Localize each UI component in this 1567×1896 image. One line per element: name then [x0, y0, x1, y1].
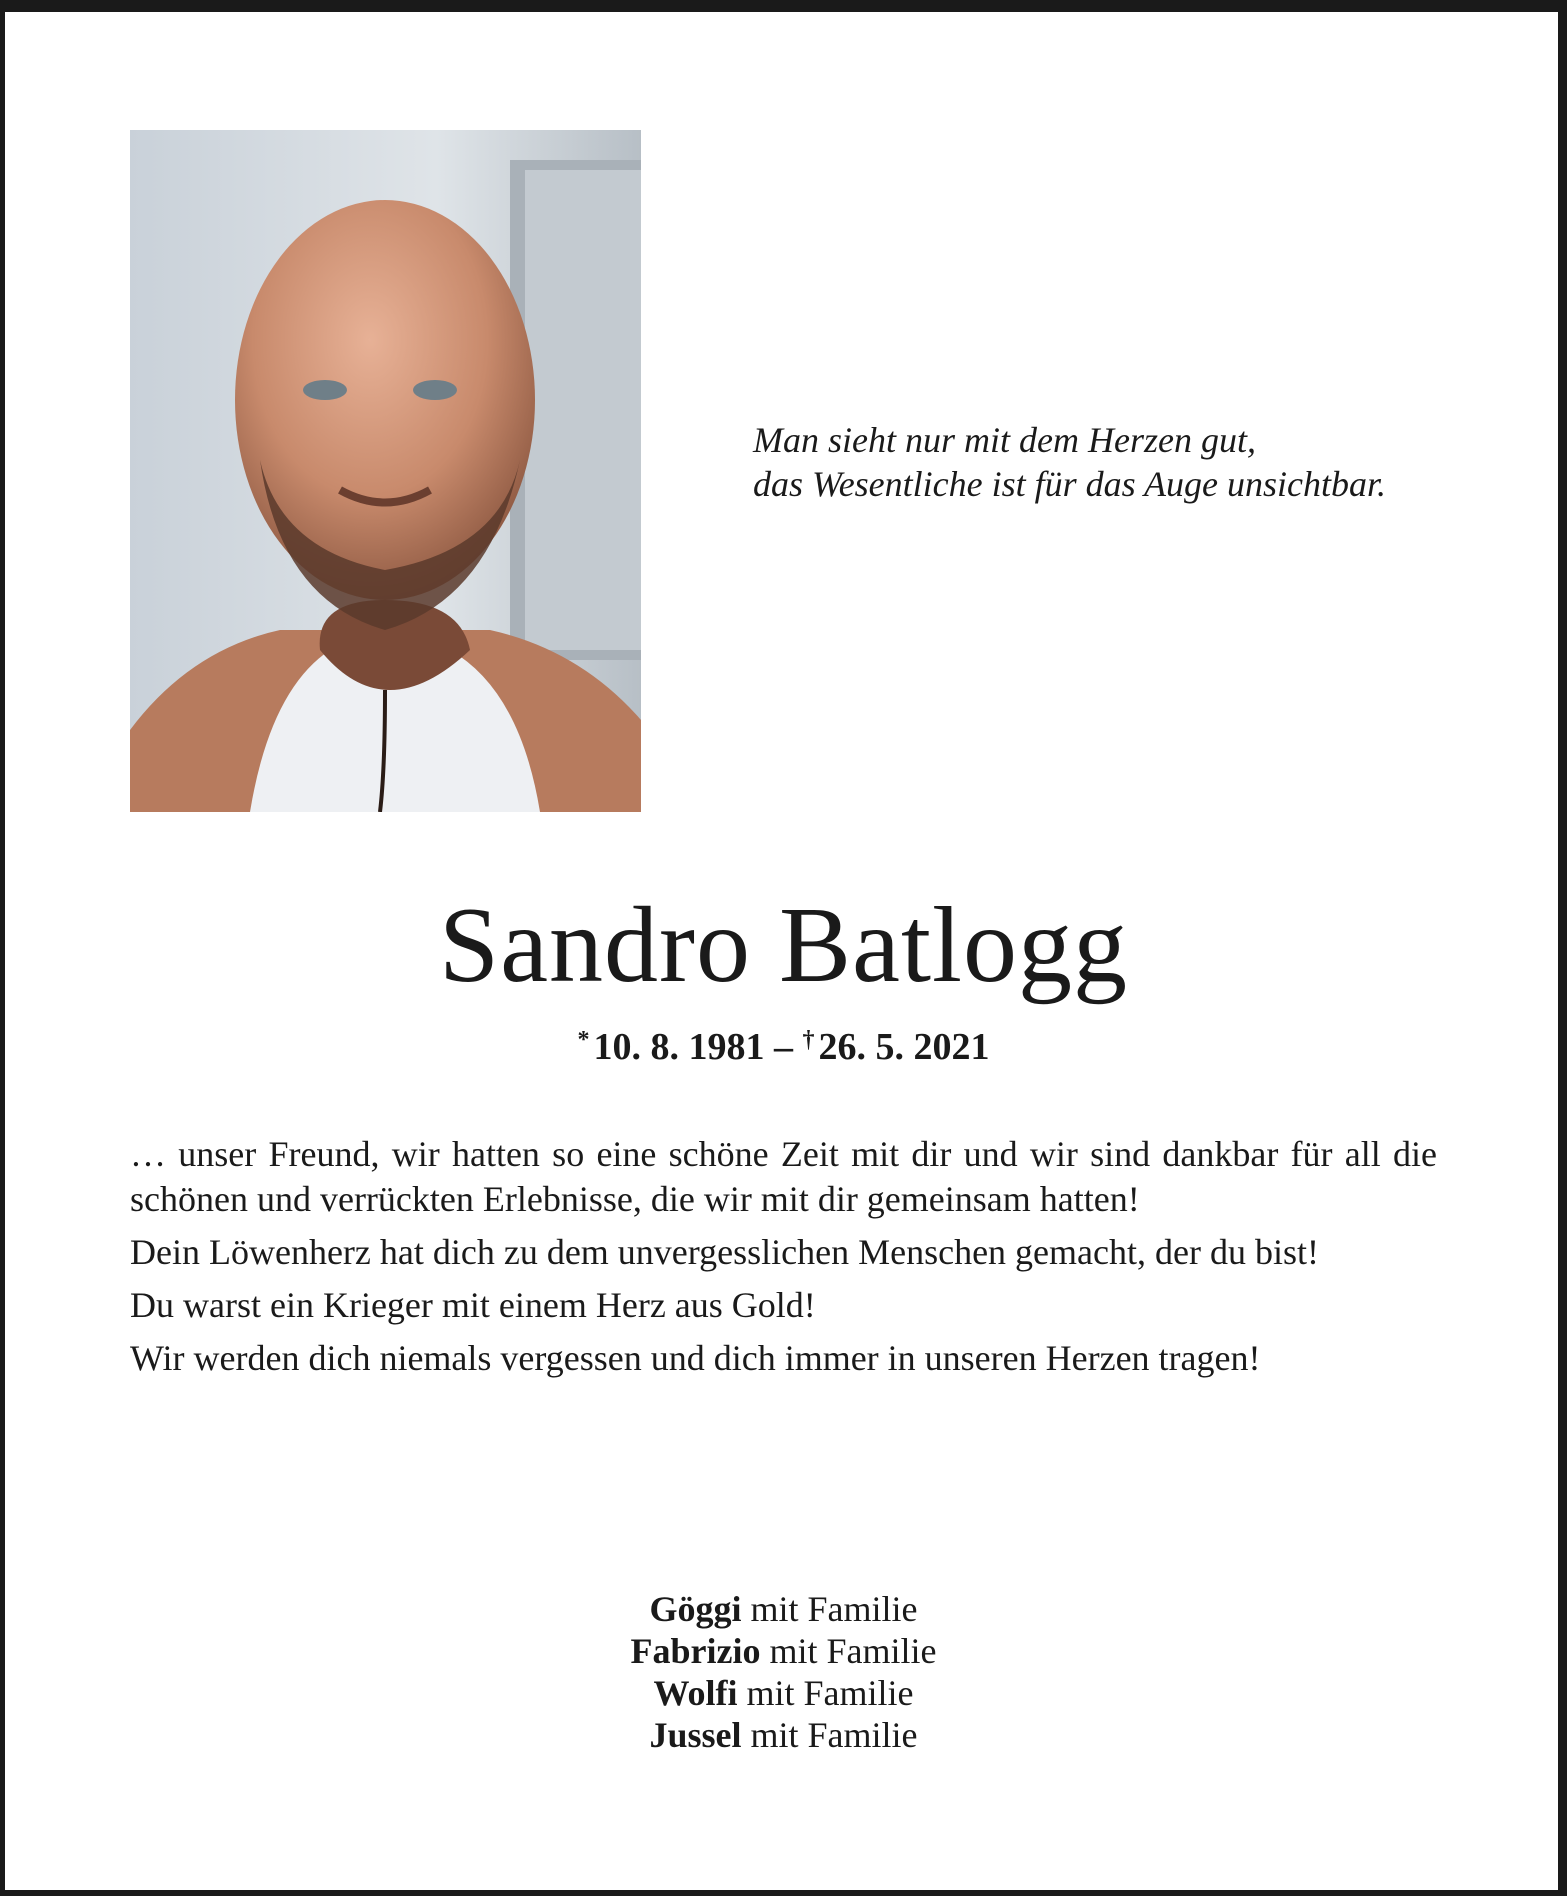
portrait-photo — [130, 130, 641, 812]
signer — [0, 1714, 1567, 1756]
life-dates — [0, 1017, 1567, 1070]
memorial-message — [130, 1132, 1437, 1389]
motto-quote — [753, 418, 1513, 506]
death-date: 26. 5. 2021 — [818, 1026, 990, 1068]
signer — [0, 1630, 1567, 1672]
message-paragraph: Du warst ein Krieger mit einem Herz aus Gold! — [130, 1285, 816, 1325]
message-paragraph: Wir werden dich niemals vergessen und dich immer in unseren Herzen tragen! — [130, 1338, 1261, 1378]
signer-name: Göggi — [649, 1589, 742, 1629]
death-symbol: † — [802, 1027, 815, 1053]
date-separator: – — [764, 1026, 803, 1068]
signer-suffix: mit Familie — [741, 1715, 918, 1755]
signer-name: Fabrizio — [630, 1631, 761, 1671]
signer-suffix: mit Familie — [737, 1673, 914, 1713]
signer-name: Jussel — [649, 1715, 742, 1755]
signer-suffix: mit Familie — [741, 1589, 918, 1629]
message-paragraph: Dein Löwenherz hat dich zu dem unvergesslichen Menschen gemacht, der du bist! — [130, 1232, 1319, 1272]
motto-line-1: Man sieht nur mit dem Herzen gut, — [753, 420, 1256, 460]
birth-date: 10. 8. 1981 — [593, 1026, 765, 1068]
motto-line-2: das Wesentliche ist für das Auge unsichtbar. — [753, 464, 1386, 504]
signer-name: Wolfi — [653, 1673, 738, 1713]
message-paragraph: … unser Freund, wir hatten so eine schöne Zeit mit dir und wir sind dankbar für all die schönen und verrückten Erlebnisse, die wir mit dir gemeinsam hatten! — [130, 1134, 1437, 1219]
signers-list — [0, 1588, 1567, 1756]
deceased-name: Sandro Batlogg — [439, 886, 1128, 1005]
signer — [0, 1588, 1567, 1630]
birth-symbol: * — [577, 1027, 590, 1053]
signer — [0, 1672, 1567, 1714]
signer-suffix: mit Familie — [760, 1631, 937, 1671]
